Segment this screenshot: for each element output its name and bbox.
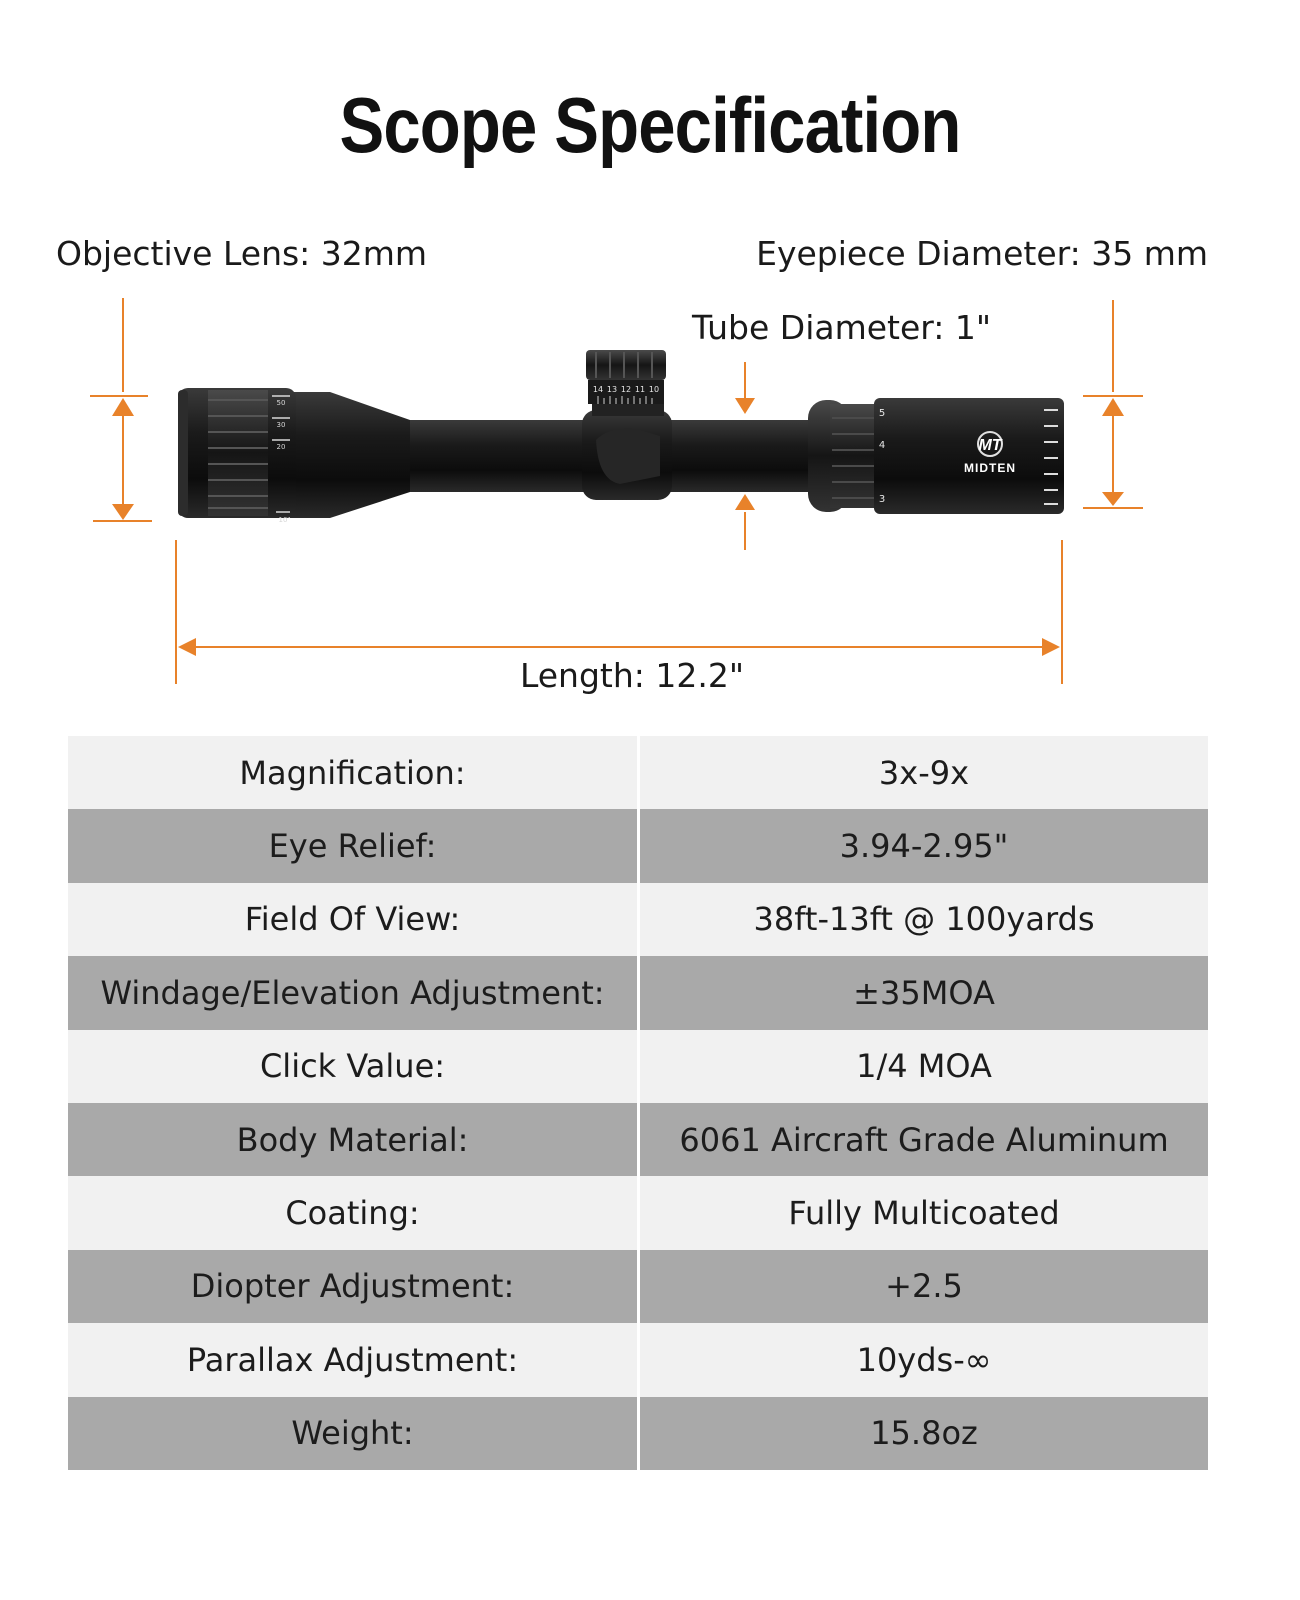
length-label: Length: 12.2" xyxy=(519,656,745,695)
spec-value: 15.8oz xyxy=(640,1397,1208,1470)
spec-value: ±35MOA xyxy=(640,956,1208,1029)
length-dimension-marker xyxy=(176,540,1062,684)
spec-value: +2.5 xyxy=(640,1250,1208,1323)
turret-number: 10 xyxy=(648,385,660,394)
spec-table xyxy=(68,736,1238,1470)
spec-label: Click Value: xyxy=(68,1030,637,1103)
spec-label: Magnification: xyxy=(68,736,637,809)
rifle-scope-image xyxy=(178,350,1064,518)
objective-number: 10 xyxy=(278,516,288,524)
turret-number: 14 xyxy=(592,385,604,394)
spec-row xyxy=(68,1103,1238,1176)
spec-row xyxy=(68,1250,1238,1323)
objective-number: 20 xyxy=(276,443,286,451)
power-number: 5 xyxy=(878,408,886,419)
eyepiece-dimension-marker xyxy=(1083,300,1143,508)
spec-value: 3.94-2.95" xyxy=(640,809,1208,882)
eyepiece-diameter-label: Eyepiece Diameter: 35 mm xyxy=(756,234,1208,273)
spec-value: 1/4 MOA xyxy=(640,1030,1208,1103)
spec-row xyxy=(68,736,1238,809)
page-title: Scope Specification xyxy=(339,81,961,169)
spec-label: Coating: xyxy=(68,1176,637,1249)
spec-label: Windage/Elevation Adjustment: xyxy=(68,956,637,1029)
spec-value: 10yds-∞ xyxy=(640,1323,1208,1396)
turret-number: 11 xyxy=(634,385,646,394)
spec-label: Eye Relief: xyxy=(68,809,637,882)
objective-dimension-marker xyxy=(90,298,152,521)
turret-number: 12 xyxy=(620,385,632,394)
spec-label: Diopter Adjustment: xyxy=(68,1250,637,1323)
spec-value: 38ft-13ft @ 100yards xyxy=(640,883,1208,956)
spec-value: Fully Multicoated xyxy=(640,1176,1208,1249)
power-number: 3 xyxy=(878,494,886,505)
objective-number: 30 xyxy=(276,421,286,429)
spec-row xyxy=(68,956,1238,1029)
spec-row xyxy=(68,1323,1238,1396)
spec-row xyxy=(68,1176,1238,1249)
spec-value: 6061 Aircraft Grade Aluminum xyxy=(640,1103,1208,1176)
brand-mark: MT xyxy=(978,437,1002,454)
spec-value: 3x-9x xyxy=(640,736,1208,809)
spec-label: Weight: xyxy=(68,1397,637,1470)
spec-label: Body Material: xyxy=(68,1103,637,1176)
spec-row xyxy=(68,883,1238,956)
spec-label: Field Of View: xyxy=(68,883,637,956)
brand-name: MIDTEN xyxy=(964,461,1016,475)
objective-lens-label: Objective Lens: 32mm xyxy=(56,234,428,273)
power-number: 4 xyxy=(878,440,886,451)
spec-label: Parallax Adjustment: xyxy=(68,1323,637,1396)
scope-diagram xyxy=(0,0,1300,720)
objective-number: 50 xyxy=(276,399,286,407)
spec-row xyxy=(68,1397,1238,1470)
spec-row xyxy=(68,1030,1238,1103)
tube-diameter-label: Tube Diameter: 1" xyxy=(692,308,992,347)
turret-numbers xyxy=(593,385,659,394)
spec-row xyxy=(68,809,1238,882)
turret-number: 13 xyxy=(606,385,618,394)
